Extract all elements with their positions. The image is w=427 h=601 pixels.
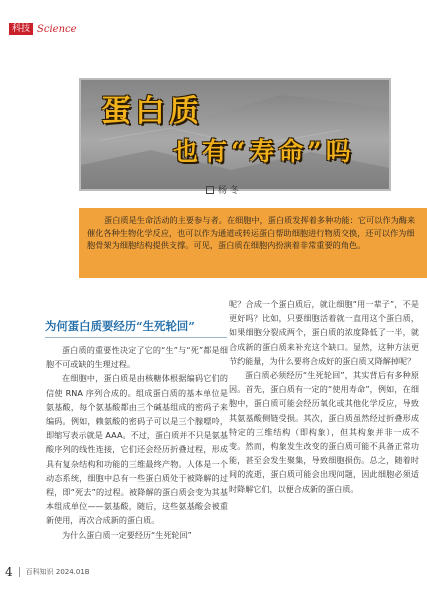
section-tag [9,23,77,35]
paragraph: 为什么蛋白质一定要经历“生死轮回” [62,529,192,540]
article-title-line1: 蛋白质 [101,94,203,129]
right-column [229,297,419,496]
author-marker-icon [206,186,214,194]
page-number: 4 [5,565,13,579]
article-title-line2: 也有“寿命”吗 [173,137,355,166]
paragraph: 在细胞中，蛋白质是由核糖体根据编码它们的信使 RNA 序列合成的。组成蛋白质的基本单位是氨基酸，每个氨基酸都由三个碱基组成的密码子来编码。例如，赖氨酸的密码子可以是三个腺嘌呤，即缩写表示就是 AAA。不过，蛋白质并不只是氨基酸序列的线性连接，它们还会经历折叠过程，形成具有复杂结构和功能的三维最终产物。人体是一个动态系统，细胞中总有一些蛋白质处于被降解的过程，即“死去”的过程。被降解的蛋白质会变为其基本组成单位——氨基酸，随后，这些氨基酸会被重新使用，再次合成新的蛋白质。 [46,373,228,526]
author-line [206,183,239,196]
footer-divider [19,567,20,577]
title-banner [79,78,391,191]
paragraph: 蛋白质的重要性决定了它的“生”与“死”都是细胞不可或缺的生理过程。 [46,345,228,370]
abstract-box: 蛋白质是生命活动的主要参与者。在细胞中，蛋白质发挥着多种功能：它可以作为酶来催化各种生物化学反应，也可以作为通道或转运蛋白帮助细胞进行物质交换，还可以作为细胞骨架为细胞结构提供支撑。可见，蛋白质在细胞内扮演着非常重要的角色。 [79,208,427,278]
journal-info: 百科知识 2024.01B [25,568,90,576]
paragraph: 呢？合成一个蛋白质后，就让细胞“用一辈子”，不是更好吗？比如，只要细胞活着就一直用这个蛋白质，如果细胞分裂成两个，蛋白质的浓度降低了一半，就合成新的蛋白质来补充这个缺口。显然，这种方法更节约能量，为什么要将合成好的蛋白质又降解掉呢？ [229,299,419,366]
section-heading: 为何蛋白质要经历“生死轮回” [45,319,195,333]
heading-divider [45,337,227,338]
section-label-en: Science [37,23,77,35]
left-column [46,343,228,542]
page-footer [5,565,90,579]
author-name: 杨 冬 [218,186,239,196]
paragraph: 蛋白质必须经历“生死轮回”，其实背后有多种原因。首先，蛋白质有一定的“使用寿命”，例如，在细胞中，蛋白质可能会经历氧化或其他化学反应，导致其氨基酸侧链受损。其次，蛋白质虽然经过折叠形成特定的三维结构（即构象），但其构象并非一成不变。然而，构象发生改变的蛋白质可能不具备正常功能，甚至会发生聚集，导致细胞损伤。总之，随着时间的流逝，蛋白质可能会出现问题，因此细胞必须适时降解它们，以便合成新的蛋白质。 [229,370,419,494]
section-label-cn: 科技 [9,23,33,35]
